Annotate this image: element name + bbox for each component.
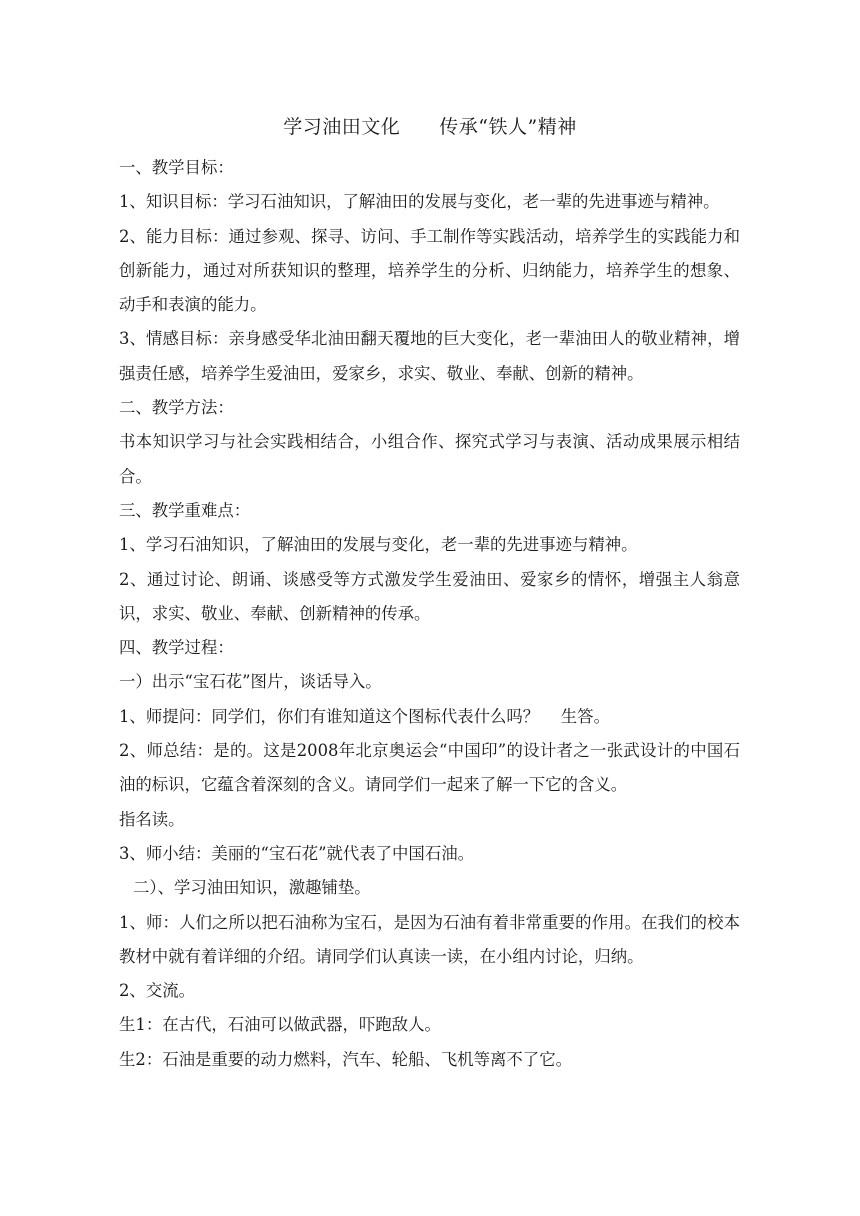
document-title: 学习油田文化 传承“铁人”精神 [283, 116, 577, 138]
subsection-heading-knowledge: 二）、学习油田知识，激趣铺垫。 [133, 878, 371, 898]
paragraph-key-point-1: 1、学习石油知识，了解油田的发展与变化，老一辈的先进事迹与精神。 [119, 535, 638, 555]
paragraph-teacher-explain: 1、师：人们之所以把石油称为宝石，是因为石油有着非常重要的作用。在我们的校本教材中就有着详细的介绍。请同学们认真读一读，在小组内讨论，归纳。 [119, 912, 740, 966]
document-body [119, 151, 740, 1077]
paragraph-teacher-summary: 2、师总结：是的。这是2008年北京奥运会“中国印”的设计者之一张武设计的中国石油的标识，它蕴含着深刻的含义。请同学们一起来了解一下它的含义。 [119, 741, 740, 795]
paragraph-student-2: 生2：石油是重要的动力燃料，汽车、轮船、飞机等离不了它。 [119, 1049, 572, 1069]
paragraph-student-1: 生1：在古代，石油可以做武器，吓跑敌人。 [119, 1015, 441, 1035]
section-heading-methods: 二、教学方法： [119, 398, 234, 418]
section-heading-process: 四、教学过程： [119, 638, 234, 658]
paragraph-teacher-question: 1、师提问：同学们，你们有谁知道这个图标代表什么吗？ 生答。 [119, 706, 610, 726]
paragraph-key-point-2: 2、通过讨论、朗诵、谈感受等方式激发学生爱油田、爱家乡的情怀，增强主人翁意识，求实、敬业、奉献、创新精神的传承。 [119, 569, 740, 623]
subsection-heading-intro: 一）出示“宝石花”图片，谈话导入。 [119, 672, 382, 692]
paragraph-methods: 书本知识学习与社会实践相结合，小组合作、探究式学习与表演、活动成果展示相结合。 [119, 432, 740, 486]
section-heading-key-points: 三、教学重难点： [119, 500, 251, 520]
paragraph-knowledge-objective: 1、知识目标：学习石油知识，了解油田的发展与变化，老一辈的先进事迹与精神。 [119, 192, 720, 212]
paragraph-emotion-objective: 3、情感目标：亲身感受华北油田翻天覆地的巨大变化，老一辈油田人的敬业精神，增强责任感，培养学生爱油田，爱家乡，求实、敬业、奉献、创新的精神。 [119, 329, 740, 383]
paragraph-exchange: 2、交流。 [119, 981, 195, 1001]
section-heading-objectives: 一、教学目标： [119, 158, 234, 177]
paragraph-ability-objective: 2、能力目标：通过参观、探寻、访问、手工制作等实践活动，培养学生的实践能力和创新能力，通过对所获知识的整理，培养学生的分析、归纳能力，培养学生的想象、动手和表演的能力。 [119, 226, 740, 315]
paragraph-teacher-conclusion: 3、师小结：美丽的“宝石花”就代表了中国石油。 [119, 843, 474, 863]
paragraph-reading: 指名读。 [119, 809, 185, 829]
